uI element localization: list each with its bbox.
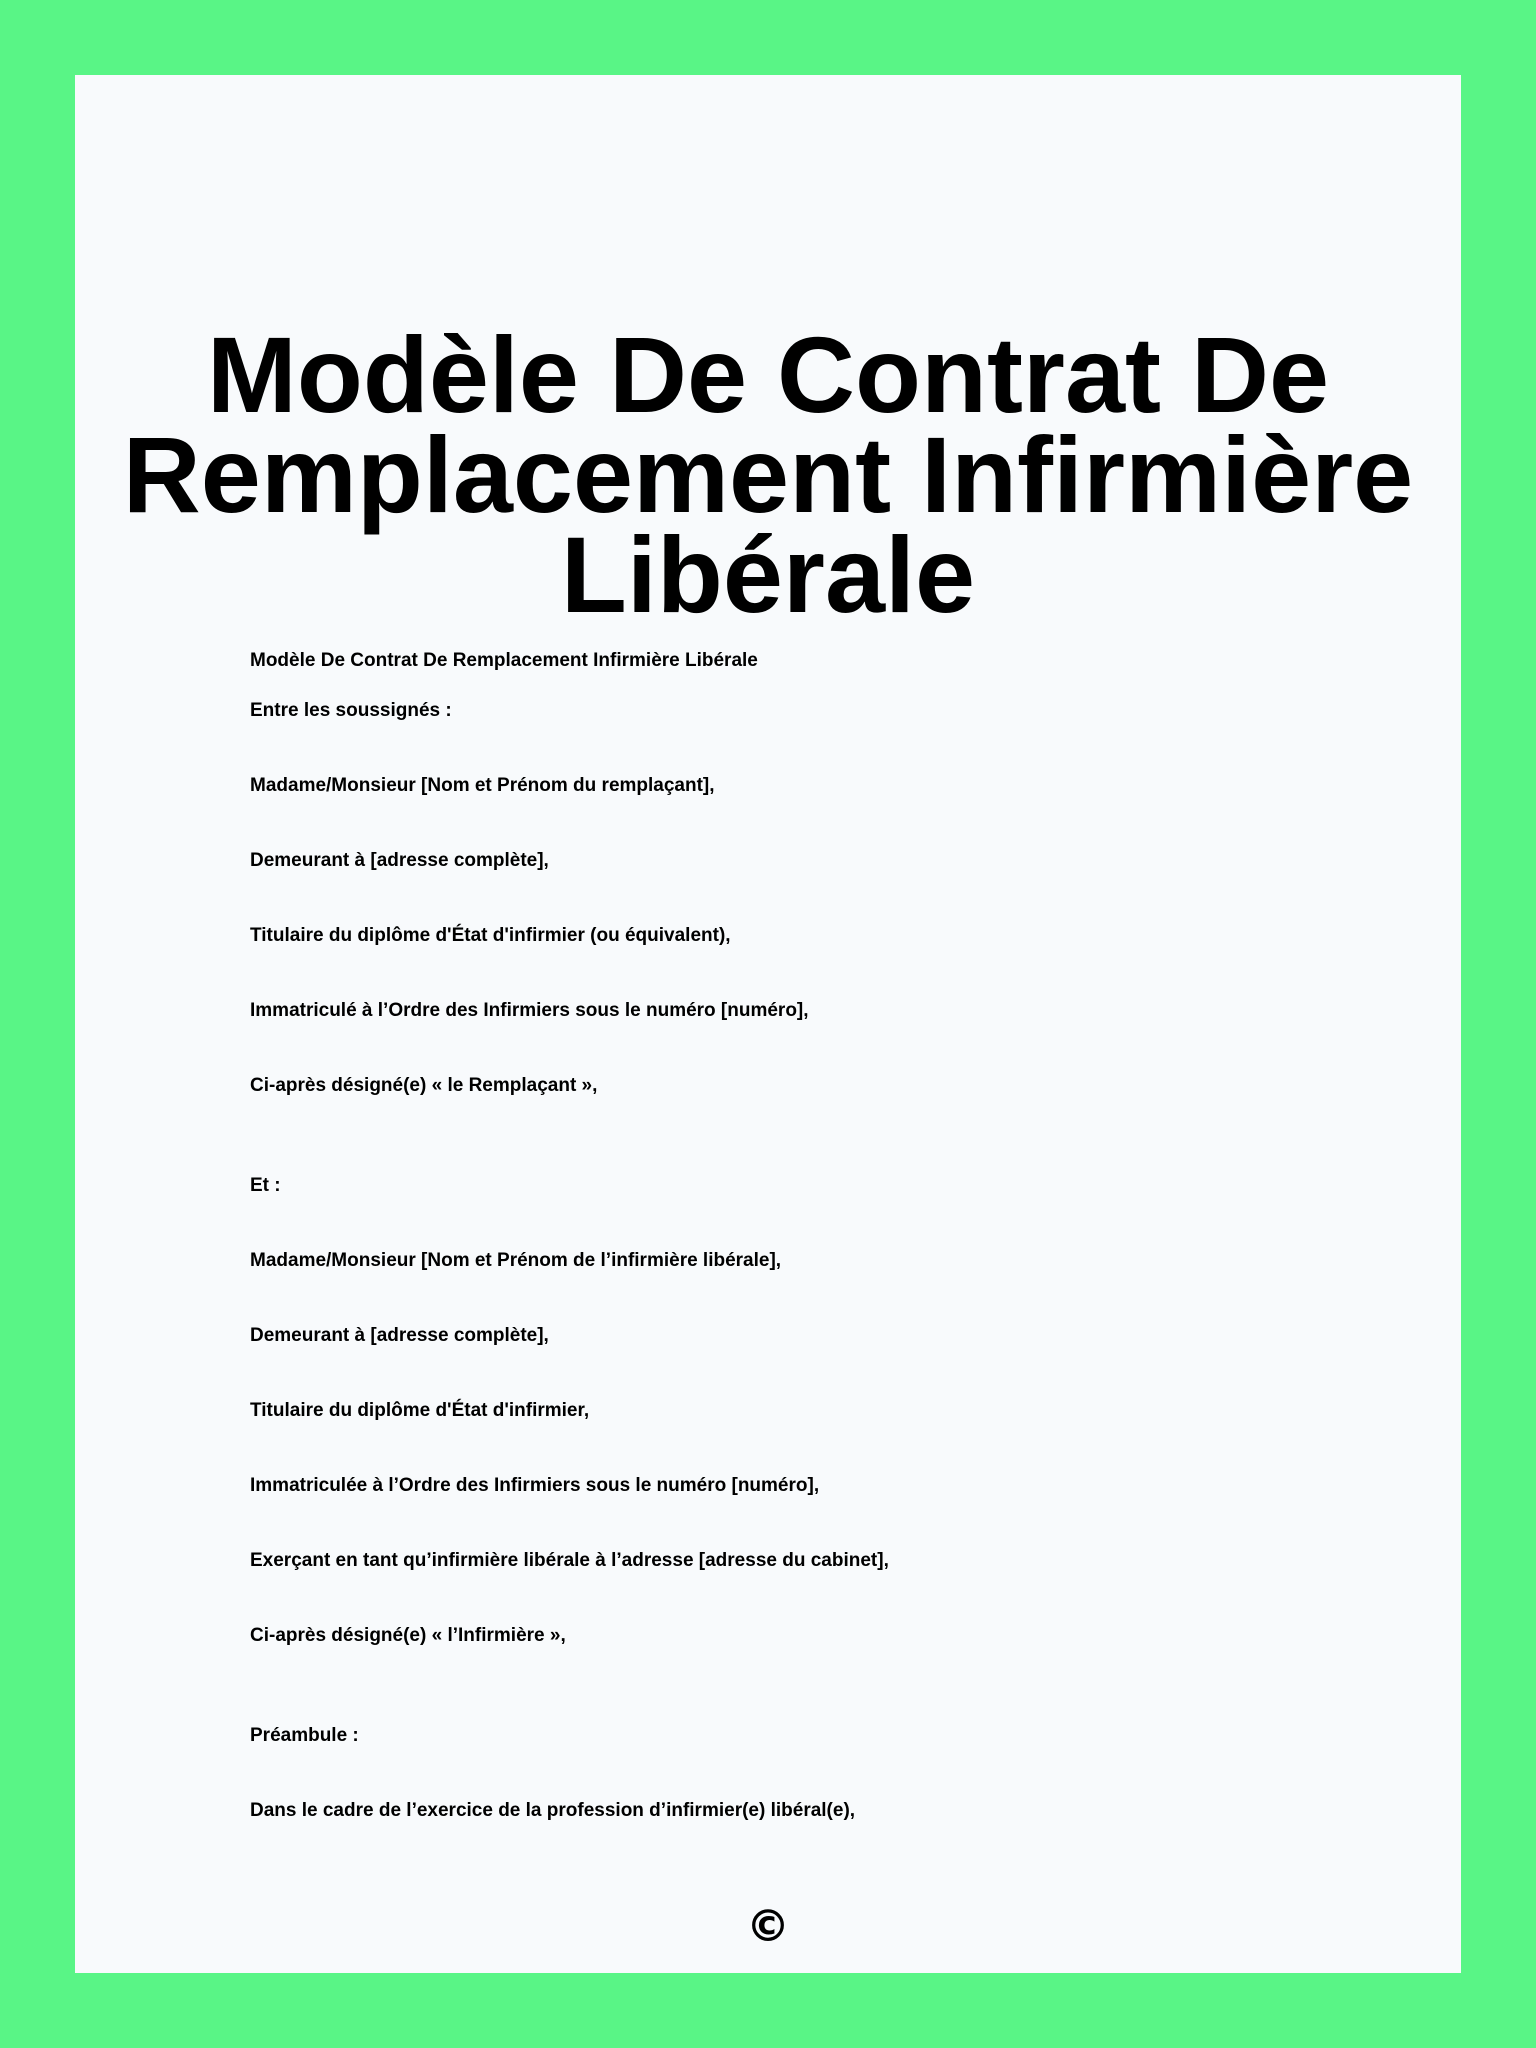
body-line: Entre les soussignés : xyxy=(250,700,452,721)
body-line: Dans le cadre de l’exercice de la profession d’infirmier(e) libéral(e), xyxy=(250,1800,856,1821)
body-line: Et : xyxy=(250,1175,281,1196)
body-line: Demeurant à [adresse complète], xyxy=(250,1325,549,1346)
body-line: Ci-après désigné(e) « le Remplaçant », xyxy=(250,1075,598,1096)
body-line: Préambule : xyxy=(250,1725,359,1746)
body-line: Madame/Monsieur [Nom et Prénom du remplaçant], xyxy=(250,775,715,796)
document-page xyxy=(75,75,1461,1973)
copyright-icon: © xyxy=(746,1901,790,1952)
body-line: Ci-après désigné(e) « l’Infirmière », xyxy=(250,1625,566,1646)
body-heading: Modèle De Contrat De Remplacement Infirmière Libérale xyxy=(250,650,758,671)
body-line: Madame/Monsieur [Nom et Prénom de l’infirmière libérale], xyxy=(250,1250,782,1271)
body-line: Immatriculé à l’Ordre des Infirmiers sous le numéro [numéro], xyxy=(250,1000,809,1021)
body-line: Demeurant à [adresse complète], xyxy=(250,850,549,871)
body-line: Titulaire du diplôme d'État d'infirmier (ou équivalent), xyxy=(250,925,731,946)
body-line: Titulaire du diplôme d'État d'infirmier, xyxy=(250,1400,590,1421)
document-title: Modèle De Contrat De Remplacement Infirmière Libérale xyxy=(122,314,1414,635)
body-line: Immatriculée à l’Ordre des Infirmiers sous le numéro [numéro], xyxy=(250,1475,820,1496)
body-line: Exerçant en tant qu’infirmière libérale à l’adresse [adresse du cabinet], xyxy=(250,1550,889,1571)
